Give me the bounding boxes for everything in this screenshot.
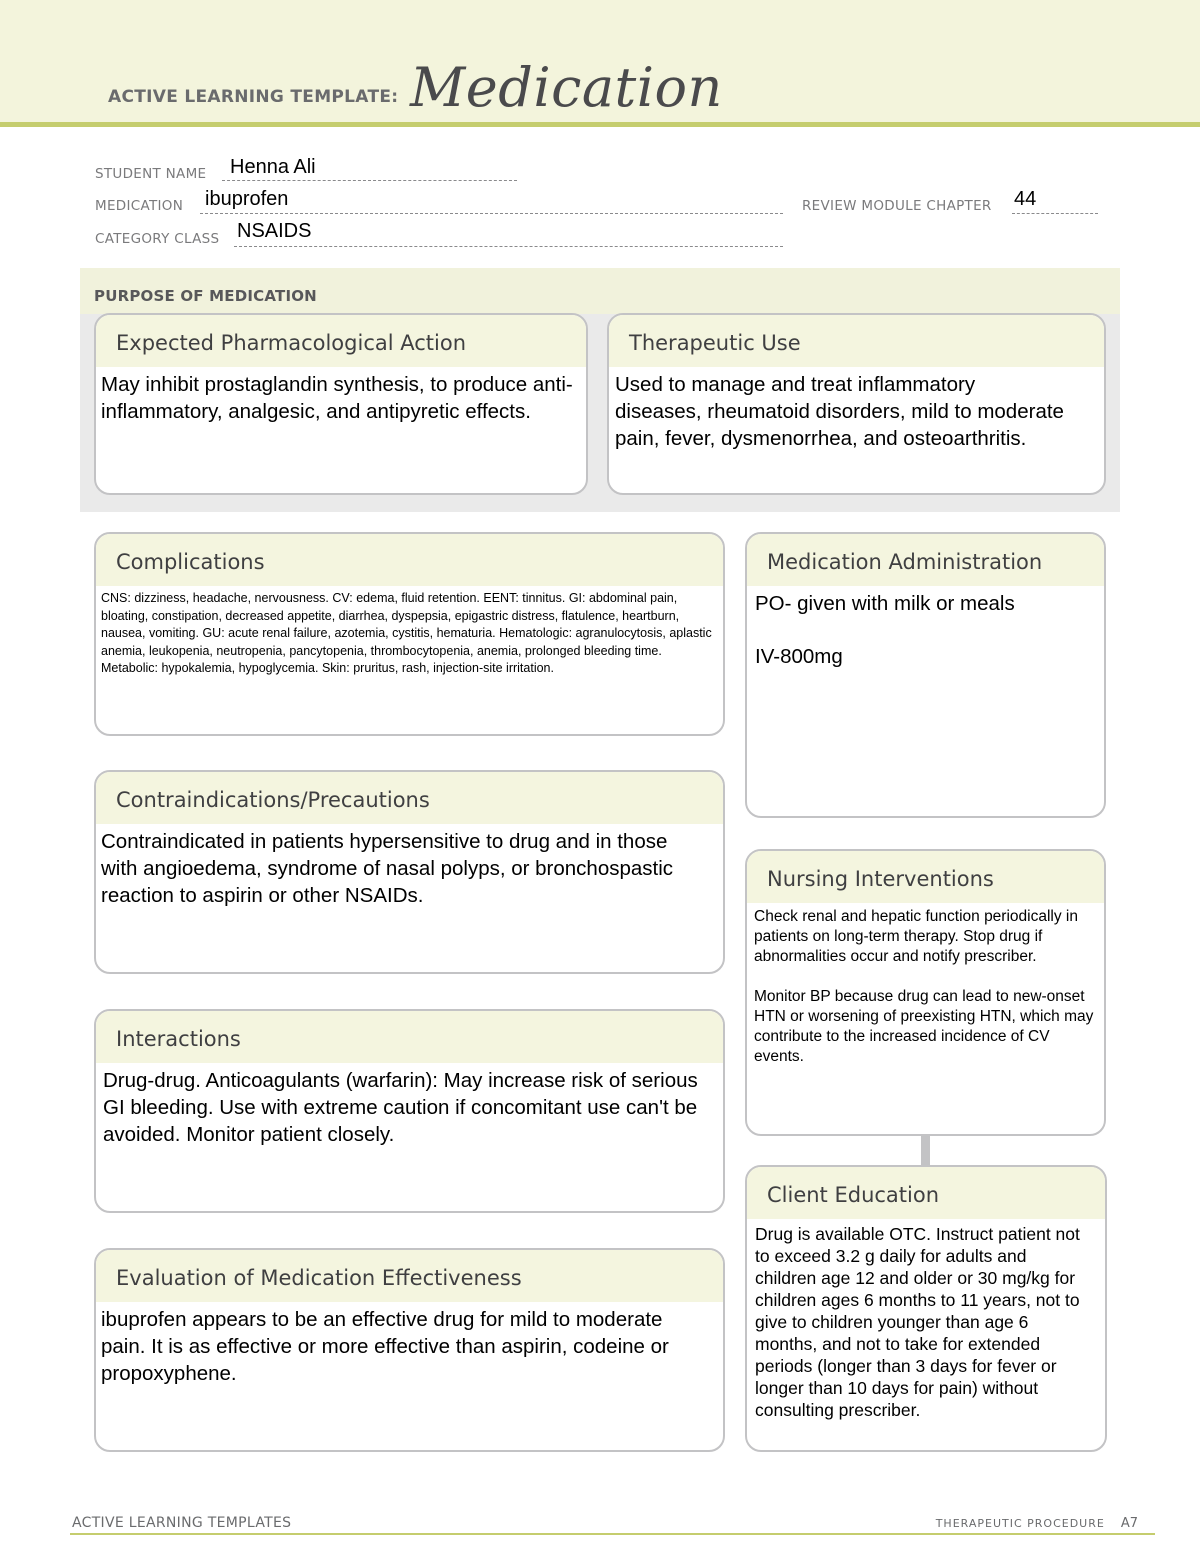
- category-class-label: CATEGORY CLASS: [95, 231, 220, 247]
- interactions-title: Interactions: [116, 1027, 241, 1051]
- therapeutic-use-box: [607, 313, 1106, 495]
- template-label: ACTIVE LEARNING TEMPLATE:: [108, 87, 399, 107]
- complications-text[interactable]: CNS: dizziness, headache, nervousness. CV: edema, fluid retention. EENT: tinnitus. GI: abdominal pain, bloating, constipation, decreased appetite, diarrhea, dyspepsia, epigastric distress, flatulence, heartburn, nausea, vomiting. GU: acute renal failure, azotemia, cystitis, hematuria. Hematologic: agranulocytosis, aplastic anemia, leukopenia, neutropenia, pancytopenia, thrombocytopenia, anemia, prolonged bleeding time. Metabolic: hypokalemia, hypoglycemia. Skin: pruritus, rash, injection-site irritation.: [101, 591, 712, 675]
- contraindications-header: [96, 772, 723, 824]
- page-title: Medication: [410, 56, 723, 119]
- purpose-label: PURPOSE OF MEDICATION: [94, 287, 317, 305]
- category-class-line: [234, 246, 783, 247]
- nursing-interventions-title: Nursing Interventions: [767, 867, 994, 891]
- category-class-field[interactable]: NSAIDS: [237, 220, 312, 242]
- evaluation-header: [96, 1250, 723, 1302]
- therapeutic-use-text[interactable]: Used to manage and treat inflammatory diseases, rheumatoid disorders, mild to moderate pain, fever, dysmenorrhea, and osteoarthritis.: [615, 373, 1064, 450]
- interactions-header: [96, 1011, 723, 1063]
- student-name-field[interactable]: Henna Ali: [230, 156, 316, 178]
- nursing-intervention-1[interactable]: Check renal and hepatic function periodically in patients on long-term therapy. Stop drug if abnormalities occur and notify prescriber.: [754, 908, 1078, 965]
- student-name-line: [222, 180, 517, 181]
- administration-route-iv[interactable]: IV-800mg: [755, 645, 843, 668]
- contraindications-box: [94, 770, 725, 974]
- header-divider: [0, 122, 1200, 127]
- footer-right-label: [936, 1516, 1138, 1531]
- contraindications-text[interactable]: Contraindicated in patients hypersensitive to drug and in those with angioedema, syndrome of nasal polyps, or bronchospastic reaction to aspirin or other NSAIDs.: [101, 830, 674, 907]
- footer-section-label: THERAPEUTIC PROCEDURE: [935, 1517, 1105, 1530]
- review-module-label: REVIEW MODULE CHAPTER: [802, 198, 992, 214]
- complications-box: [94, 532, 725, 736]
- evaluation-title: Evaluation of Medication Effectiveness: [116, 1266, 522, 1290]
- interactions-box: [94, 1009, 725, 1213]
- evaluation-box: [94, 1248, 725, 1452]
- expected-action-header: [96, 315, 586, 367]
- expected-action-text[interactable]: May inhibit prostaglandin synthesis, to produce anti-inflammatory, analgesic, and antipyretic effects.: [101, 373, 573, 423]
- client-education-title: Client Education: [767, 1183, 940, 1207]
- therapeutic-use-title: Therapeutic Use: [629, 331, 801, 355]
- client-education-text[interactable]: Drug is available OTC. Instruct patient not to exceed 3.2 g daily for adults and children age 12 and older or 30 mg/kg for children ages 6 months to 11 years, not to give to children younger than age 6 months, and not to take for extended periods (longer than 3 days for fever or longer than 10 days for pain) without consulting prescriber.: [755, 1224, 1080, 1420]
- nursing-interventions-header: [747, 851, 1104, 903]
- student-name-label: STUDENT NAME: [95, 166, 207, 182]
- footer-left-label: ACTIVE LEARNING TEMPLATES: [72, 1515, 292, 1531]
- client-education-header: [747, 1167, 1105, 1219]
- medication-line: [200, 213, 783, 214]
- box-connector: [921, 1136, 930, 1166]
- administration-title: Medication Administration: [767, 550, 1043, 574]
- review-module-field[interactable]: 44: [1014, 188, 1037, 210]
- nursing-intervention-2[interactable]: Monitor BP because drug can lead to new-onset HTN or worsening of preexisting HTN, which may contribute to the increased incidence of CV events.: [754, 988, 1094, 1065]
- complications-title: Complications: [116, 550, 265, 574]
- client-education-box: [745, 1165, 1107, 1452]
- nursing-interventions-box: [745, 849, 1106, 1136]
- review-module-line: [1012, 213, 1098, 214]
- administration-header: [747, 534, 1104, 586]
- administration-box: [745, 532, 1106, 818]
- complications-header: [96, 534, 723, 586]
- page-number: A7: [1120, 1516, 1138, 1531]
- expected-action-title: Expected Pharmacological Action: [116, 331, 467, 355]
- expected-action-box: [94, 313, 588, 495]
- interactions-text[interactable]: Drug-drug. Anticoagulants (warfarin): May increase risk of serious GI bleeding. Use with extreme caution if concomitant use can't be avoided. Monitor patient closely.: [103, 1069, 698, 1146]
- therapeutic-use-header: [609, 315, 1104, 367]
- medication-field[interactable]: ibuprofen: [205, 188, 289, 210]
- administration-route-po[interactable]: PO- given with milk or meals: [755, 592, 1015, 615]
- contraindications-title: Contraindications/Precautions: [116, 788, 430, 812]
- medication-label: MEDICATION: [95, 198, 184, 214]
- footer-divider: [70, 1533, 1155, 1535]
- evaluation-text[interactable]: ibuprofen appears to be an effective drug for mild to moderate pain. It is as effective or more effective than aspirin, codeine or propoxyphene.: [101, 1308, 669, 1385]
